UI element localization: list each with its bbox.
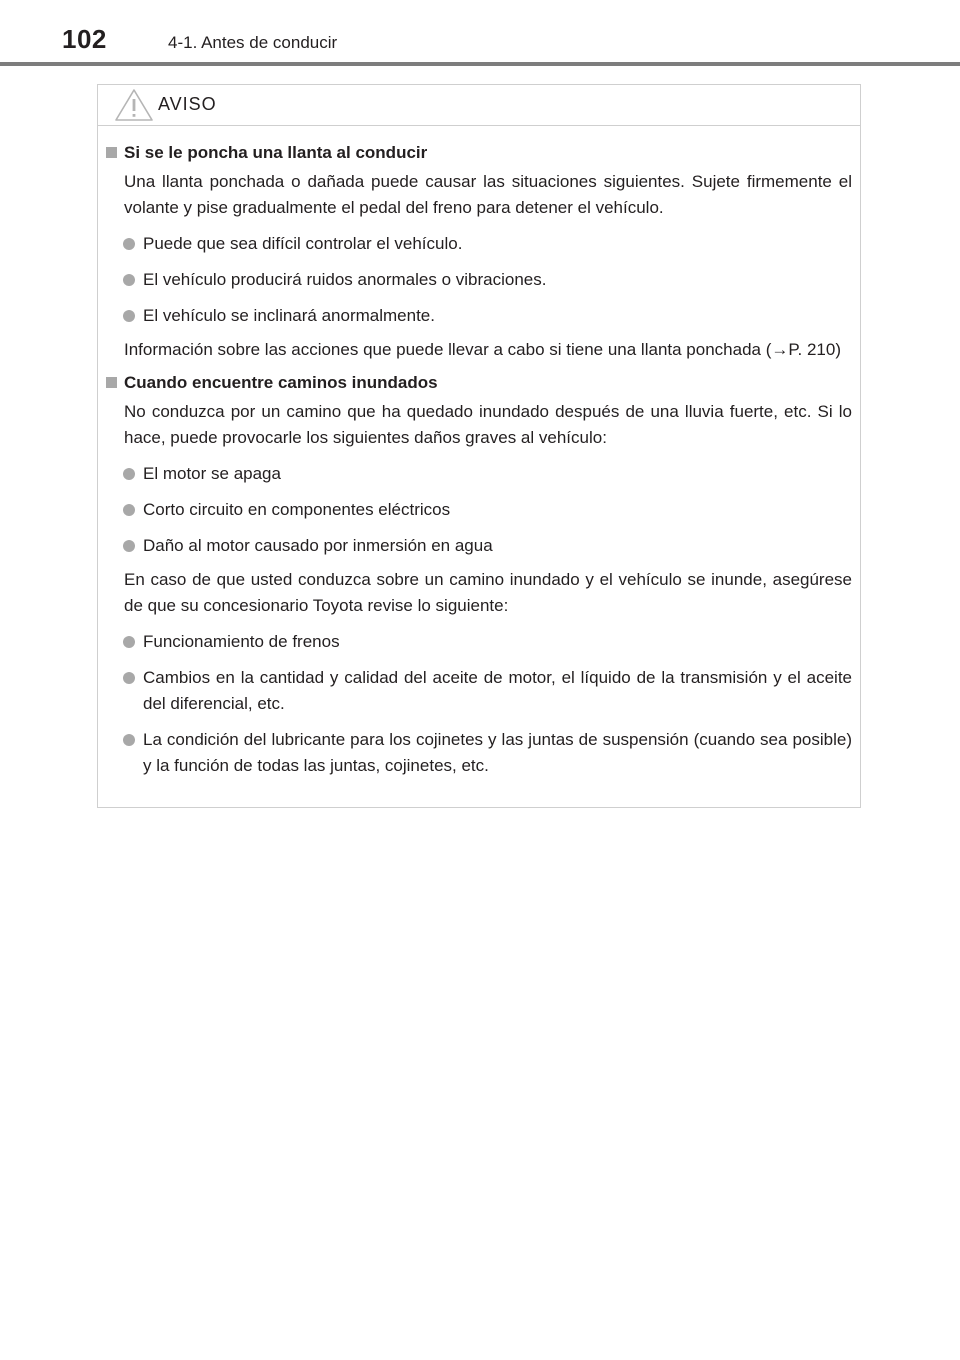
section-heading-text: Si se le poncha una llanta al conducir — [124, 143, 428, 162]
circle-bullet-icon — [123, 734, 135, 746]
section-intro: No conduzca por un camino que ha quedado inundado después de una lluvia fuerte, etc. Si lo hace, puede provocarle los siguientes daños graves al vehículo: — [124, 402, 852, 447]
circle-bullet-icon — [123, 540, 135, 552]
section-flat-tire — [98, 141, 860, 363]
circle-bullet-icon — [123, 310, 135, 322]
circle-bullet-icon — [123, 672, 135, 684]
list-item — [143, 627, 852, 655]
square-bullet-icon — [106, 147, 117, 158]
list-item — [143, 229, 852, 257]
section-heading — [98, 141, 860, 165]
page-number: 102 — [62, 24, 107, 54]
list-item — [143, 725, 852, 779]
list-item — [143, 265, 852, 293]
circle-bullet-icon — [123, 274, 135, 286]
circle-bullet-icon — [123, 636, 135, 648]
section-flooded-roads — [98, 371, 860, 779]
section-heading — [98, 371, 860, 395]
list-item-text: Cambios en la cantidad y calidad del aceite de motor, el líquido de la transmisión y el aceite del diferencial, etc. — [143, 668, 852, 713]
square-bullet-icon — [106, 377, 117, 388]
warning-title: AVISO — [158, 94, 217, 114]
list-item — [143, 531, 852, 559]
list-item-text: El motor se apaga — [143, 464, 281, 483]
section-note: Información sobre las acciones que puede llevar a cabo si tiene una llanta ponchada (→P. 210) — [124, 340, 841, 359]
list-item-text: La condición del lubricante para los cojinetes y las juntas de suspensión (cuando sea posible) y la función de todas las juntas, cojinetes, etc. — [143, 730, 852, 775]
list-item-text: Funcionamiento de frenos — [143, 632, 340, 651]
list-item-text: El vehículo producirá ruidos anormales o vibraciones. — [143, 270, 547, 289]
page-header — [0, 0, 960, 66]
list-item — [143, 663, 852, 717]
circle-bullet-icon — [123, 504, 135, 516]
list-item-text: Daño al motor causado por inmersión en agua — [143, 536, 493, 555]
section-intro: Una llanta ponchada o dañada puede causar las situaciones siguientes. Sujete firmemente el volante y pise gradualmente el pedal del freno para detener el vehículo. — [124, 172, 852, 217]
warning-box — [97, 84, 861, 808]
section-note: En caso de que usted conduzca sobre un camino inundado y el vehículo se inunde, asegúrese de que su concesionario Toyota revise lo siguiente: — [124, 570, 852, 615]
warning-body — [98, 141, 860, 787]
list-item-text: El vehículo se inclinará anormalmente. — [143, 306, 435, 325]
warning-triangle-icon — [114, 88, 154, 122]
circle-bullet-icon — [123, 468, 135, 480]
circle-bullet-icon — [123, 238, 135, 250]
list-item — [143, 301, 852, 329]
section-heading-text: Cuando encuentre caminos inundados — [124, 373, 438, 392]
header-rule — [0, 62, 960, 66]
list-item — [143, 459, 852, 487]
section-title: 4-1. Antes de conducir — [168, 33, 338, 52]
warning-header — [98, 85, 860, 126]
list-item-text: Puede que sea difícil controlar el vehículo. — [143, 234, 463, 253]
list-item — [143, 495, 852, 523]
list-item-text: Corto circuito en componentes eléctricos — [143, 500, 451, 519]
